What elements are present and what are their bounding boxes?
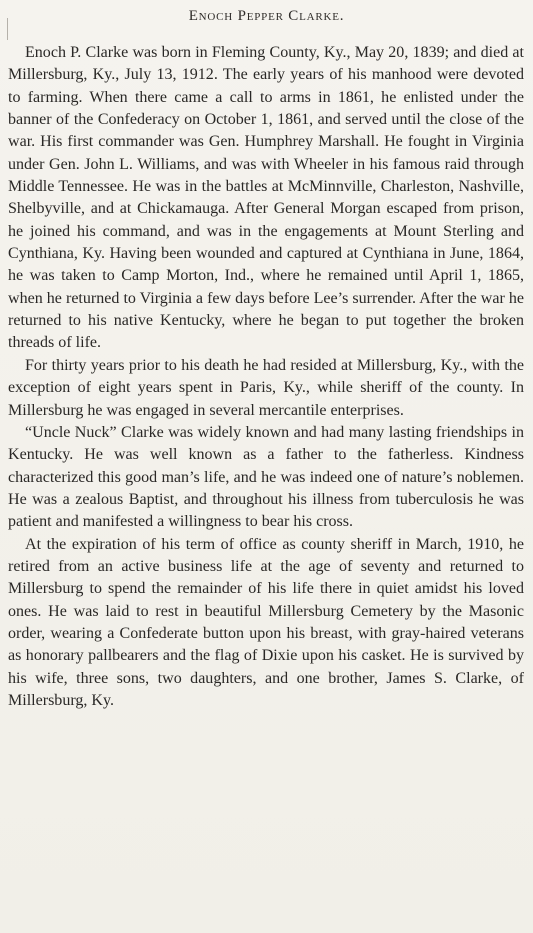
paragraph-1: Enoch P. Clarke was born in Fleming County, Ky., May 20, 1839; and died at Millersburg, Ky., July 13, 1912. The early years of his manhood were devoted to farming. When there came a call to arms in 1861, he enlisted under the banner of the Confederacy on October 1, 1861, and served until the close of the war. His first commander was Gen. Humphrey Marshall. He fought in Virginia under Gen. John L. Williams, and was with Wheeler in his famous raid through Middle Tennessee. He was in the battles at McMinnville, Charleston, Nashville, Shelbyville, and at Chickamauga. After General Morgan escaped from prison, he joined his command, and was in the engagements at Mount Sterling and Cynthiana, Ky. Having been wounded and captured at Cynthiana in June, 1864, he was taken to Camp Morton, Ind., where he remained until April 1, 1865, when he returned to Virginia a few days before Lee’s surrender. After the war he returned to his native Kentucky, where he began to put together the broken threads of life. <box>8 44 524 352</box>
paragraph-3: “Uncle Nuck” Clarke was widely known and had many lasting friendships in Kentucky. He was well known as a father to the fatherless. Kindness characterized this good man’s life, and he was indeed one of nature’s noblemen. He was a zealous Baptist, and throughout his illness from tuberculosis he was patient and manifested a willingness to bear his cross. <box>8 423 524 531</box>
paragraph-2: For thirty years prior to his death he had resided at Millersburg, Ky., with the exception of eight years spent in Paris, Ky., while sheriff of the county. In Millersburg he was engaged in several mercantile enterprises. <box>8 356 524 419</box>
article-body <box>8 42 524 712</box>
page-title: Enoch Pepper Clarke. <box>188 8 345 24</box>
paragraph-4: At the expiration of his term of office as county sheriff in March, 1910, he retired from an active business life at the age of seventy and returned to Millersburg to spend the remainder of his life there in quiet amidst his loved ones. He was laid to rest in beautiful Millersburg Cemetery by the Masonic order, wearing a Confederate button upon his breast, with gray-haired veterans as honorary pallbearers and the flag of Dixie upon his casket. He is survived by his wife, three sons, two daughters, and one brother, James S. Clarke, of Millersburg, Ky. <box>8 535 524 709</box>
